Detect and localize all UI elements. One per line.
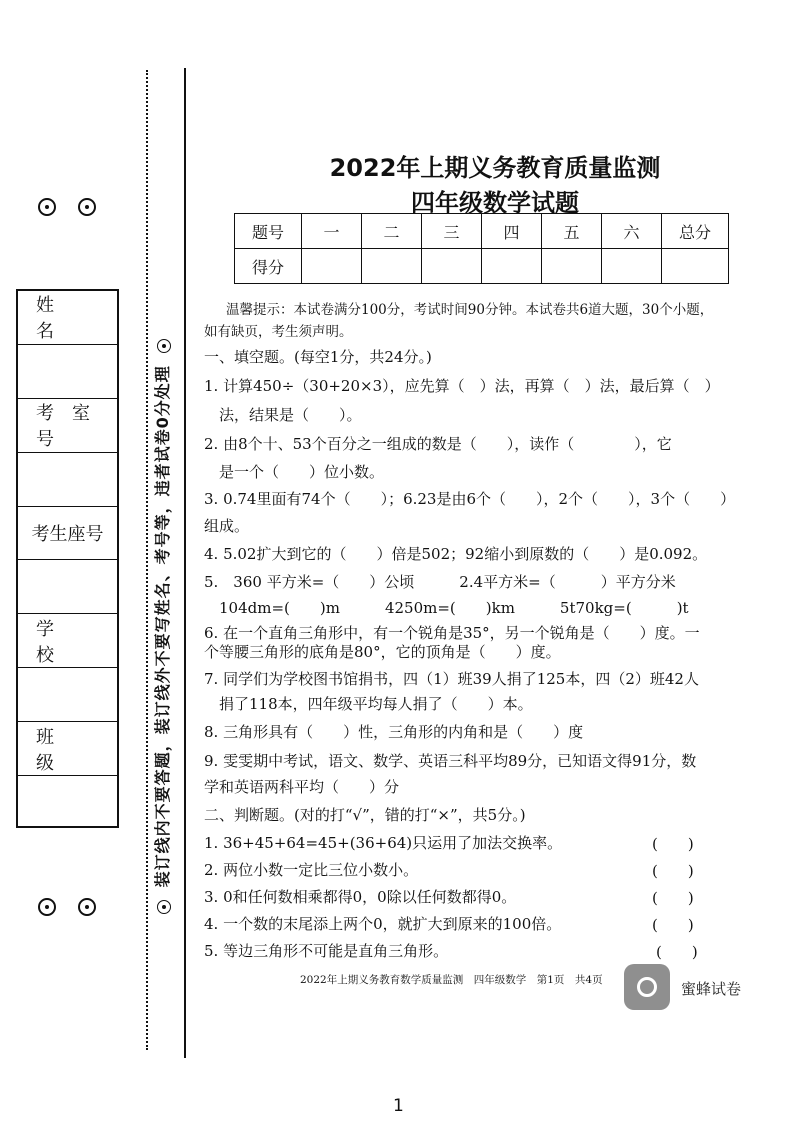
section1-title: 一、填空题。(每空1分，共24分。)	[204, 348, 432, 366]
seat-number-label: 考生座号	[18, 507, 117, 561]
page-number: 1	[393, 1096, 404, 1116]
seat-number-field[interactable]	[18, 560, 117, 614]
question-line: 学和英语两科平均（ ）分	[204, 778, 400, 796]
score-row-label: 得分	[235, 249, 302, 284]
binding-solid-line	[184, 68, 186, 1058]
score-header-cell: 四	[482, 214, 542, 249]
score-table-score-row	[235, 249, 729, 284]
punch-hole-icon	[78, 898, 96, 916]
punch-hole-icon	[38, 898, 56, 916]
exam-room-field[interactable]	[18, 453, 117, 507]
school-field[interactable]	[18, 668, 117, 722]
question-line: 7. 同学们为学校图书馆捐书，四（1）班39人捐了125本，四（2）班42人	[204, 670, 699, 688]
question-line: 捐了118本，四年级平均每人捐了（ ）本。	[204, 695, 533, 713]
class-label: 班 级	[18, 722, 117, 776]
question-line: 8. 三角形具有（ ）性，三角形的内角和是（ ）度	[204, 723, 584, 741]
score-cell[interactable]	[422, 249, 482, 284]
section2-title: 二、判断题。(对的打“√”，错的打“×”，共5分。)	[204, 806, 526, 824]
score-header-cell: 二	[362, 214, 422, 249]
exam-subtitle: 四年级数学试题	[411, 189, 579, 217]
question-line: 3. 0.74里面有74个（ ）；6.23是由6个（ ），2个（ ），3个（ ）	[204, 490, 736, 508]
question-line: 4. 5.02扩大到它的（ ）倍是502；92缩小到原数的（ ）是0.092。	[204, 545, 708, 563]
question-line: 9. 雯雯期中考试，语文、数学、英语三科平均89分，已知语文得91分，数	[204, 752, 697, 770]
question-line: 组成。	[204, 517, 250, 535]
score-header-cell: 题号	[235, 214, 302, 249]
binding-warning-text	[150, 200, 173, 920]
binding-warning-label: 装订线内不要答题，装订线外不要写姓名、考号等，违者试卷0分处理	[153, 365, 172, 888]
question-line: 是一个（ ）位小数。	[204, 463, 385, 481]
judgment-item: 5. 等边三角形不可能是直角三角形。	[204, 942, 449, 960]
score-cell[interactable]	[362, 249, 422, 284]
question-line: 5. 360 平方米=（ ）公顷 2.4平方米=（ ）平方分米	[204, 573, 676, 591]
class-field[interactable]	[18, 776, 117, 830]
judgment-item: 2. 两位小数一定比三位小数小。	[204, 861, 419, 879]
question-line: 个等腰三角形的底角是80°，它的顶角是（ ）度。	[204, 643, 561, 661]
judgment-answer-bracket[interactable]: ( )	[652, 889, 694, 907]
page-footer: 2022年上期义务教育数学质量监测 四年级数学 第1页 共4页	[300, 974, 603, 986]
watermark-logo	[624, 964, 670, 1010]
score-cell[interactable]	[662, 249, 729, 284]
judgment-item: 4. 一个数的末尾添上两个0，就扩大到原来的100倍。	[204, 915, 562, 933]
student-info-box	[16, 289, 119, 828]
binding-circle-icon	[157, 339, 171, 353]
question-line: 1. 计算450÷（30+20×3），应先算（ ）法，再算（ ）法，最后算（ ）	[204, 377, 720, 395]
exam-title: 2022年上期义务教育质量监测	[329, 154, 661, 182]
score-header-cell: 三	[422, 214, 482, 249]
question-line: 6. 在一个直角三角形中，有一个锐角是35°，另一个锐角是（ ）度。一	[204, 624, 700, 642]
question-line: 104dm=( )m 4250m=( )km 5t70kg=( )t	[204, 599, 689, 617]
score-cell[interactable]	[542, 249, 602, 284]
score-header-cell: 一	[302, 214, 362, 249]
school-label: 学 校	[18, 614, 117, 668]
score-cell[interactable]	[602, 249, 662, 284]
score-header-cell: 总分	[662, 214, 729, 249]
notice-line: 温馨提示：本试卷满分100分，考试时间90分钟。本试卷共6道大题，30个小题，	[226, 302, 714, 318]
binding-circle-icon	[157, 900, 171, 914]
notice-line: 如有缺页，考生须声明。	[204, 324, 353, 340]
punch-hole-icon	[38, 198, 56, 216]
name-field[interactable]	[18, 345, 117, 399]
bee-logo-icon	[637, 977, 657, 997]
punch-holes-bottom	[38, 898, 96, 916]
question-line: 法，结果是（ ）。	[204, 406, 362, 424]
score-header-cell: 五	[542, 214, 602, 249]
score-header-cell: 六	[602, 214, 662, 249]
watermark-text: 蜜蜂试卷	[681, 980, 742, 998]
score-cell[interactable]	[302, 249, 362, 284]
judgment-answer-bracket[interactable]: ( )	[652, 862, 694, 880]
judgment-item: 1. 36+45+64=45+(36+64)只运用了加法交换率。	[204, 834, 563, 852]
judgment-item: 3. 0和任何数相乘都得0，0除以任何数都得0。	[204, 888, 517, 906]
question-line: 2. 由8个十、53个百分之一组成的数是（ ），读作（ ），它	[204, 435, 672, 453]
judgment-answer-bracket[interactable]: ( )	[652, 835, 694, 853]
judgment-answer-bracket[interactable]: ( )	[652, 916, 694, 934]
name-label: 姓 名	[18, 291, 117, 345]
binding-dotted-line	[146, 70, 148, 1050]
score-table-header-row	[235, 214, 729, 249]
punch-hole-icon	[78, 198, 96, 216]
punch-holes-top	[38, 198, 96, 216]
judgment-answer-bracket[interactable]: ( )	[656, 943, 698, 961]
score-table	[234, 213, 729, 284]
exam-room-label: 考室号	[18, 399, 117, 453]
score-cell[interactable]	[482, 249, 542, 284]
